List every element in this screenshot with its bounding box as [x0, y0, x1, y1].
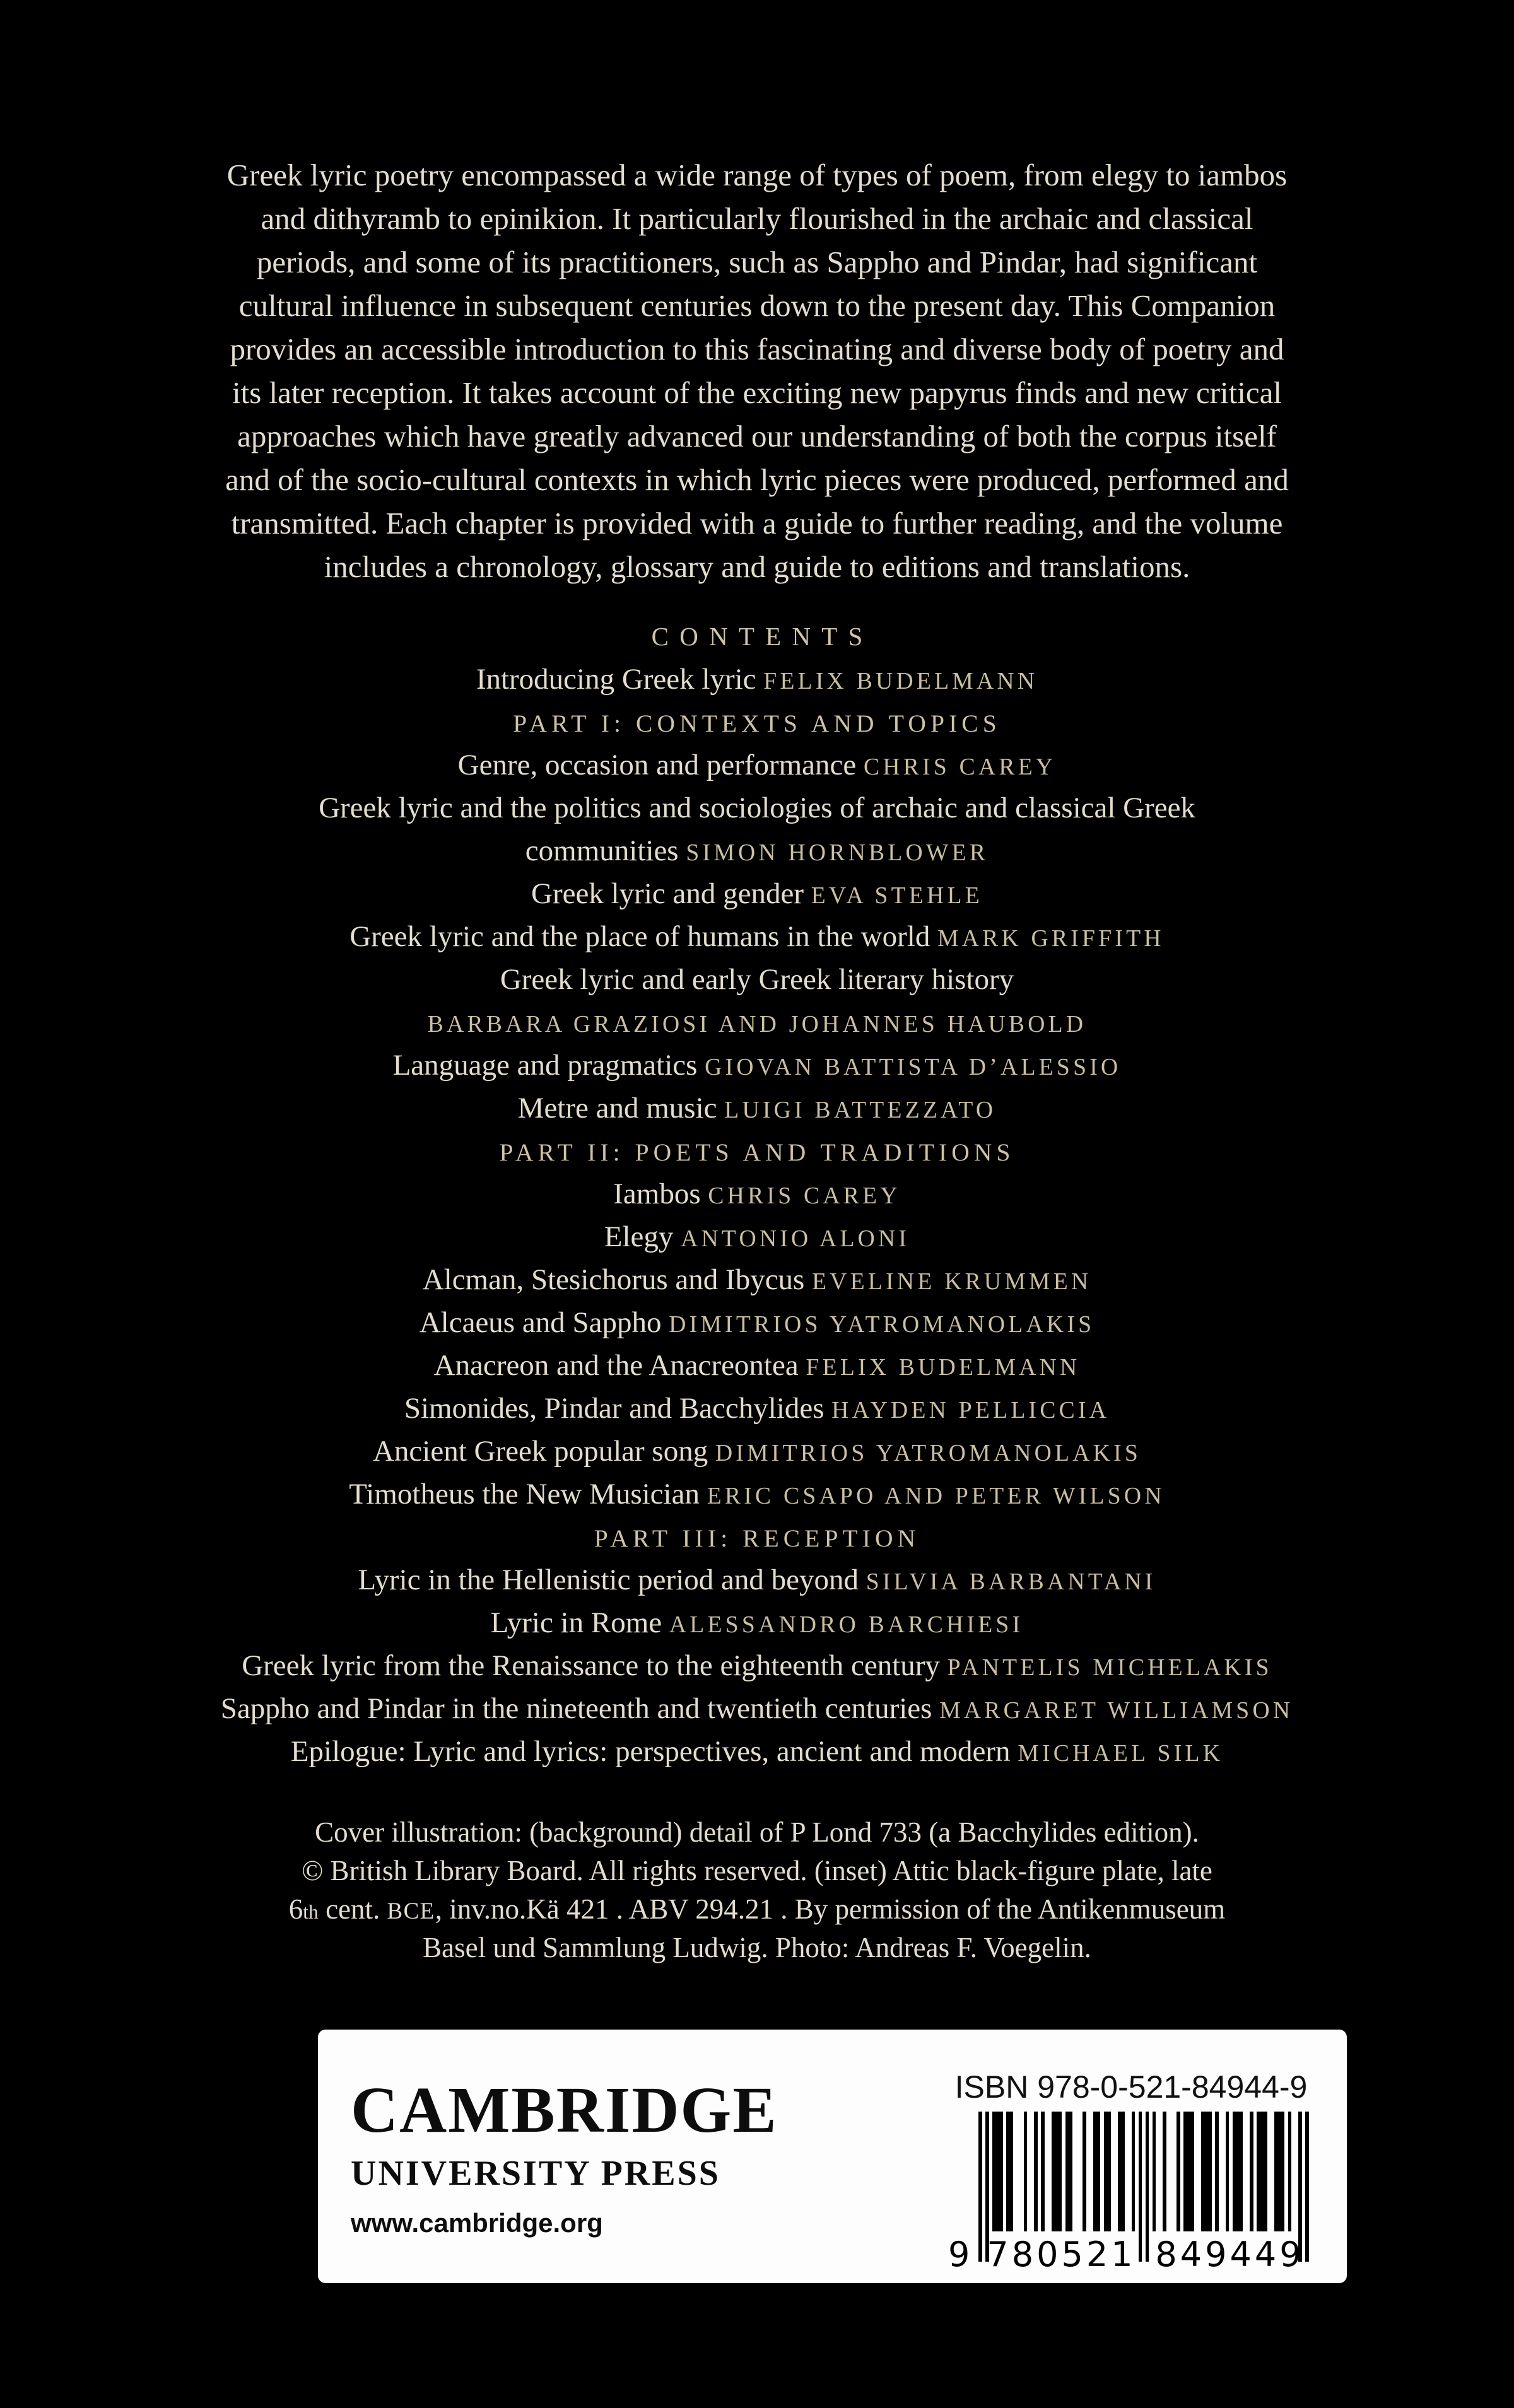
contents-line: Simonides, Pindar and Bacchylides HAYDEN PELLICCIA — [404, 1392, 1110, 1425]
barcode-bar — [1153, 2112, 1156, 2231]
credits-line: Cover illustration: (background) detail of P Lond 733 (a Bacchylides edition). — [315, 1816, 1199, 1848]
barcode-bar — [1257, 2112, 1267, 2231]
blurb-line: transmitted. Each chapter is provided with a guide to further reading, and the volume — [231, 506, 1283, 541]
contents-line: Iambos CHRIS CAREY — [613, 1178, 901, 1210]
barcode-group1: 780521 — [987, 2235, 1136, 2274]
blurb-line: periods, and some of its practitioners, such as Sappho and Pindar, had significant — [256, 245, 1258, 279]
barcode-bar — [1052, 2112, 1062, 2231]
barcode-bar — [1288, 2112, 1292, 2231]
barcode-bar — [1118, 2112, 1125, 2231]
contents-line: BARBARA GRAZIOSI AND JOHANNES HAUBOLD — [427, 1012, 1087, 1037]
contents-line: Greek lyric and early Greek literary history — [500, 963, 1014, 996]
credits-line: Basel und Sammlung Ludwig. Photo: Andreas F. Voegelin. — [423, 1932, 1091, 1963]
contents-line: Alcman, Stesichorus and Ibycus EVELINE KRUMMEN — [422, 1263, 1092, 1296]
barcode-bar — [1163, 2112, 1166, 2231]
isbn-block — [948, 2030, 1314, 2283]
barcode-bar — [1065, 2112, 1072, 2231]
contents-heading: CONTENTS — [651, 622, 874, 651]
barcode-bar — [1201, 2112, 1212, 2231]
barcode-bar — [1104, 2112, 1111, 2231]
barcode-bar — [1274, 2112, 1285, 2231]
contents-line: Lyric in Rome ALESSANDRO BARCHIESI — [490, 1606, 1024, 1639]
barcode-bar — [1093, 2112, 1100, 2231]
barcode-bar — [1215, 2112, 1219, 2231]
barcode-bar — [1132, 2112, 1136, 2231]
contents-section — [0, 615, 1514, 1773]
contents-line: Language and pragmatics GIOVAN BATTISTA D’ALESSIO — [392, 1049, 1122, 1082]
contents-line: Greek lyric and gender EVA STEHLE — [531, 877, 983, 910]
barcode-digits — [948, 2235, 1314, 2274]
credits-line: © British Library Board. All rights reserved. (inset) Attic black-figure plate, late — [302, 1855, 1212, 1886]
barcode-bar — [1034, 2112, 1038, 2231]
contents-line: Introducing Greek lyric FELIX BUDELMANN — [476, 663, 1038, 696]
contents-line: communities SIMON HORNBLOWER — [525, 834, 989, 867]
barcode-bar — [992, 2112, 1003, 2231]
contents-line: Timotheus the New Musician ERIC CSAPO AND PETER WILSON — [349, 1478, 1165, 1511]
contents-line: PART III: RECEPTION — [594, 1524, 920, 1552]
barcode-bar — [1024, 2112, 1028, 2231]
contents-line: Greek lyric from the Renaissance to the eighteenth century PANTELIS MICHELAKIS — [242, 1649, 1272, 1682]
barcode-bar — [1233, 2112, 1243, 2231]
contents-line: Lyric in the Hellenistic period and beyond SILVIA BARBANTANI — [358, 1563, 1156, 1596]
contents-line: PART II: POETS AND TRADITIONS — [499, 1138, 1015, 1166]
barcode-bar — [1041, 2112, 1045, 2231]
contents-line: Ancient Greek popular song DIMITRIOS YATROMANOLAKIS — [372, 1435, 1142, 1468]
contents-line: Metre and music LUIGI BATTEZZATO — [517, 1092, 997, 1125]
barcode-bar — [1177, 2112, 1180, 2231]
barcode-bar — [1226, 2112, 1229, 2231]
contents-line: Alcaeus and Sappho DIMITRIOS YATROMANOLAKIS — [419, 1306, 1095, 1339]
credits-line: 6th cent. BCE, inv.no.Kä 421 . ABV 294.21 . By permission of the Antikenmuseum — [288, 1893, 1226, 1925]
publisher-panel — [318, 2030, 1347, 2283]
ean13-barcode — [978, 2112, 1309, 2231]
barcode-group2: 849449 — [1155, 2235, 1305, 2274]
barcode-lead-digit: 9 — [948, 2235, 973, 2274]
publisher-logo — [351, 2030, 778, 2283]
barcode-bar — [1006, 2112, 1013, 2231]
contents-line: Greek lyric and the politics and sociologies of archaic and classical Greek — [319, 792, 1195, 824]
blurb-line: approaches which have greatly advanced our understanding of both the corpus itself — [237, 419, 1277, 453]
contents-list — [0, 658, 1514, 1773]
contents-line: Epilogue: Lyric and lyrics: perspectives, ancient and modern MICHAEL SILK — [290, 1735, 1224, 1768]
contents-line: Sappho and Pindar in the nineteenth and twentieth centuries MARGARET WILLIAMSON — [220, 1692, 1294, 1725]
isbn-label: ISBN 978-0-521-84944-9 — [954, 2069, 1308, 2105]
blurb-line: and dithyramb to epinikion. It particularly flourished in the archaic and classical — [261, 201, 1253, 236]
barcode-bar — [1183, 2112, 1194, 2231]
contents-line: PART I: CONTEXTS AND TOPICS — [513, 710, 1001, 737]
publisher-name: CAMBRIDGE — [351, 2074, 778, 2146]
publisher-url: www.cambridge.org — [351, 2208, 603, 2238]
barcode-bar — [1083, 2112, 1086, 2231]
blurb-line: its later reception. It takes account of the exciting new papyrus finds and new critical — [232, 375, 1282, 410]
blurb-line: Greek lyric poetry encompassed a wide range of types of poem, from elegy to iambos — [226, 158, 1288, 192]
publisher-subname: UNIVERSITY PRESS — [351, 2154, 720, 2193]
cover-illustration-credits — [0, 1813, 1514, 1967]
contents-line: Greek lyric and the place of humans in the world MARK GRIFFITH — [349, 920, 1165, 953]
blurb-line: provides an accessible introduction to this fascinating and diverse body of poetry and — [230, 332, 1284, 366]
blurb — [0, 153, 1514, 588]
contents-line: Genre, occasion and performance CHRIS CAREY — [457, 749, 1057, 781]
barcode-bar — [1250, 2112, 1253, 2231]
contents-line: Elegy ANTONIO ALONI — [604, 1220, 910, 1253]
blurb-line: and of the socio-cultural contexts in which lyric pieces were produced, performed and — [225, 462, 1289, 497]
contents-line: Anacreon and the Anacreontea FELIX BUDELMANN — [433, 1349, 1081, 1382]
blurb-line: cultural influence in subsequent centuries down to the present day. This Companion — [238, 288, 1276, 323]
blurb-line: includes a chronology, glossary and guide to editions and translations. — [324, 549, 1190, 584]
